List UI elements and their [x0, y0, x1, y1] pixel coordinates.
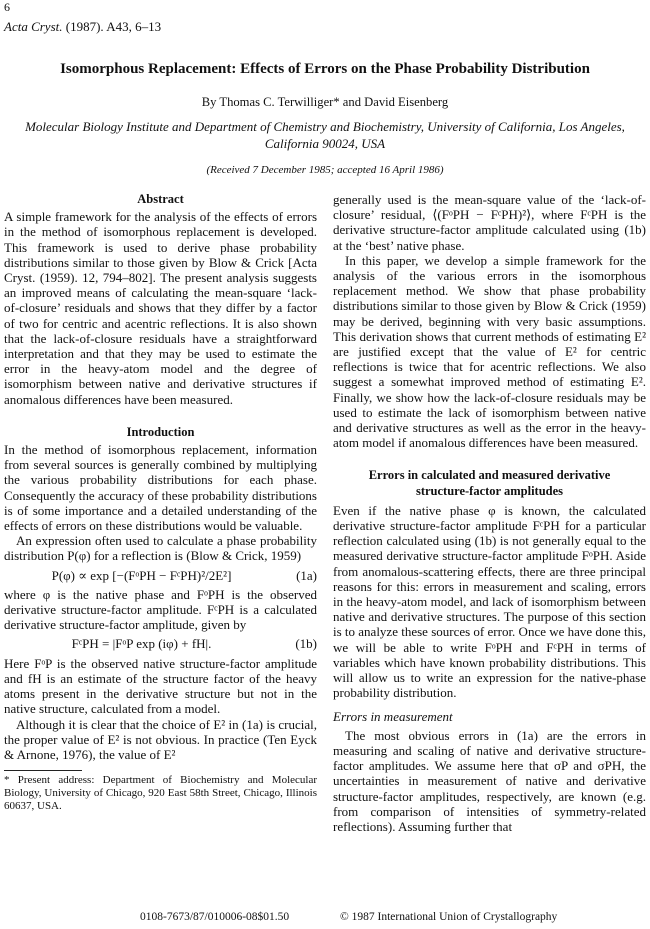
copyright: © 1987 International Union of Crystallography [340, 911, 558, 923]
equation-1a-number: (1a) [296, 567, 317, 583]
right-paragraph-1: generally used is the mean-square value of the ‘lack-of-closure’ residual, ⟨(FᵒPH − FᶜPH)²⟩, where FᶜPH is the derivative structure-factor amplitude calculated using (1b) at the ‘best’ native phase. [333, 192, 646, 253]
equation-1a [4, 568, 317, 583]
equation-1b-number: (1b) [295, 636, 317, 652]
equation-1b [4, 636, 317, 651]
journal-citation [4, 19, 161, 35]
article-code: 0108-7673/87/010006-08$01.50 [140, 911, 290, 923]
right-paragraph-3: Even if the native phase φ is known, the calculated derivative structure-factor amplitude FᶜPH for a particular reflection calculated using (1b) is not generally equal to the measured derivative structure-factor amplitude FᵒPH. Aside from anomalous-scattering effects, there are three principal reasons for this: errors in measurement and scaling, errors in the heavy-atom model, and lack of isomorphism between native and derivative structures. The purpose of this section is to analyze these sources of error. Once we have done this, we will be able to write FᵒPH and FᶜPH in terms of variables which have known probability distributions. This will allow us to write an expression for the native-phase probability distribution. [333, 502, 646, 701]
section-heading-errors: Errors in calculated and measured derivative structure-factor amplitudes [368, 468, 611, 498]
affiliation: Molecular Biology Institute and Department of Chemistry and Biochemistry, University of California, Los Angeles, California 90024, USA [25, 119, 625, 151]
subsection-heading-measurement: Errors in measurement [333, 708, 453, 724]
intro-paragraph-2: An expression often used to calculate a phase probability distribution P(φ) for a reflection is (Blow & Crick, 1959) [4, 533, 317, 564]
page-number: 6 [4, 0, 10, 14]
journal-volume: (1987). A43, 6–13 [62, 19, 162, 34]
right-paragraph-2: In this paper, we develop a simple framework for the analysis of the various errors in the isomorphous replacement method. We show that phase probability distributions similar to those given by Blow & Crick (1959) may be derived, beginning with very basic assumptions. This derivation shows that current methods of estimating E² are justified except that the value of E² for centric reflections is twice that for acentric reflections. We also suggest a somewhat improved method of estimating E². Finally, we show how the lack-of-closure residuals may be used to estimate the lack of isomorphism between native and derivative structures as well as the error in the heavy-atom model if anomalous differences have been measured. [333, 252, 646, 451]
authors: By Thomas C. Terwilliger* and David Eisenberg [201, 95, 449, 109]
introduction-heading: Introduction [126, 424, 195, 439]
received-dates: (Received 7 December 1985; accepted 16 April 1986) [206, 164, 444, 176]
paper-title: Isomorphous Replacement: Effects of Errors on the Phase Probability Distribution [60, 61, 590, 77]
abstract-heading: Abstract [137, 192, 184, 206]
intro-paragraph-3: where φ is the native phase and FᵒPH is the observed derivative structure-factor amplitude. FᶜPH is a calculated derivative structure-factor amplitude, given by [4, 586, 317, 633]
equation-1a-body: P(φ) ∝ exp [−(FᵒPH − FᶜPH)²/2E²] [51, 567, 232, 583]
journal-name: Acta Cryst. [4, 19, 63, 34]
equation-1b-body: FᶜPH = |FᵒP exp (iφ) + fH|. [71, 636, 212, 652]
intro-paragraph-5: Although it is clear that the choice of E² in (1a) is crucial, the proper value of E² is not obvious. In practice (Ten Eyck & Arnone, 1976), the value of E² [4, 716, 317, 762]
intro-paragraph-1: In the method of isomorphous replacement, information from several sources is generally combined by multiplying the various probability distributions for each phase. Consequently the accuracy of these probability distributions is of some importance and a detailed understanding of the effects of errors on these distributions would be valuable. [4, 442, 317, 534]
footnote-rule [4, 770, 82, 771]
right-paragraph-4: The most obvious errors in (1a) are the errors in measuring and scaling of native and derivative structure-factor amplitudes. We assume here that σP and σPH, the uncertainties in measurement of native and derivative structure-factor amplitudes, respectively, are known (e.g. from comparison of intensities of symmetry-related reflections). Assuming further that [333, 727, 646, 834]
footnote: * Present address: Department of Biochemistry and Molecular Biology, University of Chicago, 920 East 58th Street, Chicago, Illinois 60637, USA. [4, 774, 317, 813]
right-column [333, 192, 646, 834]
abstract-text: A simple framework for the analysis of the effects of errors in the method of isomorphous replacement is developed. This framework is used to derive phase probability distributions similar to those given by Blow & Crick [Acta Cryst. (1959). 12, 794–802]. The present analysis suggests an improved means of calculating the mean-square ‘lack-of-closure’ residuals and shows that they differ by a factor of two for centric and acentric reflections. It is also shown that the lack-of-closure residuals have a straightforward interpretation and that they may be used to estimate the error in the heavy-atom model and the degree of isomorphism between native and derivative structures if anomalous differences have been measured. [4, 209, 317, 407]
intro-paragraph-4: Here FᵒP is the observed native structure-factor amplitude and fH is an estimate of the structure factor of the heavy atoms present in the derivative structure but not in the native structure, calculated from a model. [4, 655, 317, 717]
left-column [4, 192, 317, 813]
